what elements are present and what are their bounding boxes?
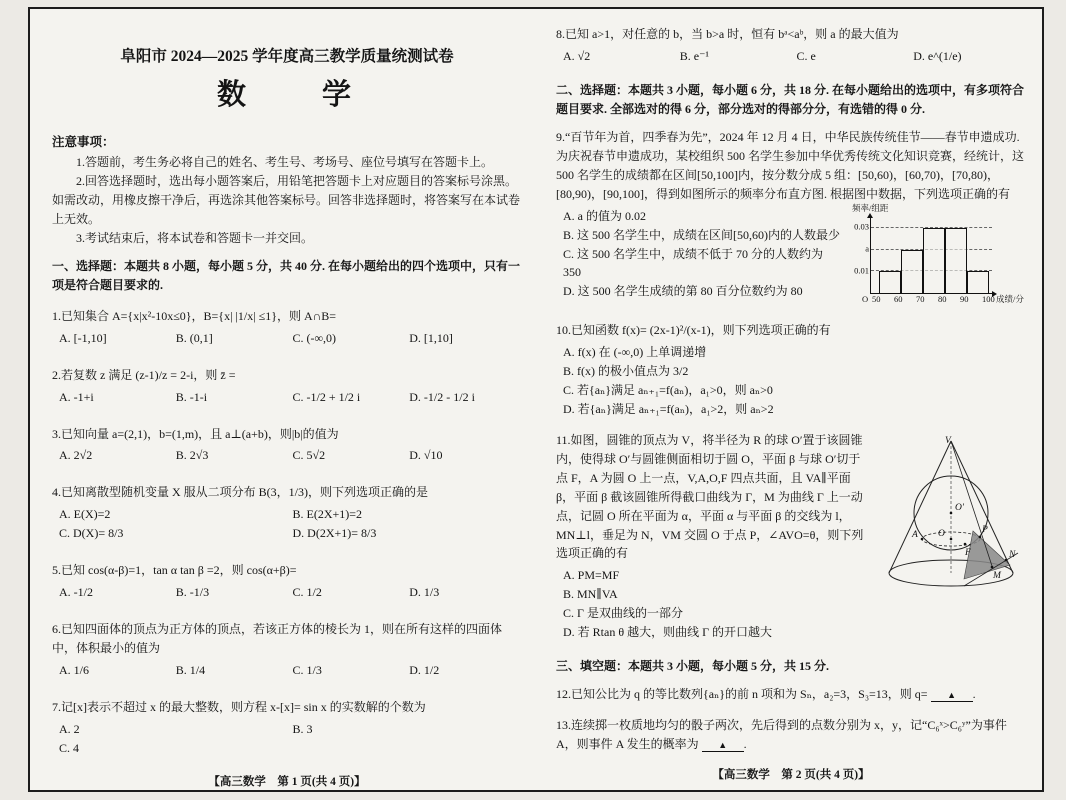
figure-label-N: N bbox=[1009, 549, 1016, 560]
option: B. E(2X+1)=2 bbox=[292, 507, 363, 522]
histogram-bar bbox=[945, 228, 967, 293]
option: D. 这 500 名学生成绩的第 80 百分位数约为 80 bbox=[563, 284, 803, 299]
question-text: 8.已知 a>1，对任意的 b，当 b>a 时，恒有 bᵃ<aᵇ，则 a 的最大值为 bbox=[556, 27, 899, 41]
histogram-x-tick: 50 bbox=[872, 293, 881, 304]
histogram-x-tick: 60 bbox=[894, 293, 903, 304]
histogram-bar bbox=[879, 271, 901, 293]
notice-items bbox=[52, 153, 522, 248]
option: A. -1+i bbox=[59, 389, 94, 404]
figure-label-O: O bbox=[938, 528, 945, 539]
page-1-column bbox=[52, 19, 522, 788]
option: B. -1/3 bbox=[175, 585, 210, 600]
option: B. 2√3 bbox=[175, 448, 209, 463]
option: D. 若{aₙ}满足 aₙ₊₁=f(aₙ)，a₁>2，则 aₙ>2 bbox=[563, 401, 774, 416]
page-2-column bbox=[556, 19, 1026, 784]
histogram-x-tick: 90 bbox=[960, 293, 969, 304]
option: B. 这 500 名学生中，成绩在区间[50,60)内的人数最少 bbox=[563, 227, 840, 242]
question-text: 10.已知函数 f(x)= (2x-1)²/(x-1)，则下列选项正确的有 bbox=[556, 322, 831, 337]
question-text-after-blank: . bbox=[743, 737, 747, 752]
option: C. 5√2 bbox=[292, 448, 326, 463]
question-4 bbox=[52, 483, 522, 543]
histogram-x-tick: 70 bbox=[916, 293, 925, 304]
question-text: 12.已知公比为 q 的等比数列{aₙ}的前 n 项和为 Sₙ，a₂=3，S₃=13，则 q= bbox=[556, 687, 928, 702]
option: D. [1,10] bbox=[409, 330, 453, 345]
histogram-x-tick: 100 bbox=[982, 293, 995, 304]
question-text: 9.“百节年为首，四季春为先”，2024 年 12 月 4 日，中华民族传统佳节——春节申遗成功. 为庆祝春节申遗成功，某校组织 500 名学生参加中华优秀传统文化知识竞赛，经统计，这 500 名学生的成绩都在区间[50,100]内，按分数分成 5 组：[50,60)，[60,70)，[70,80)，[80,90)，[90,100]，得到如图所示的频率分布直方图. 根据图中数据，下列选项正确的有 bbox=[556, 129, 1025, 201]
option: A. 2√2 bbox=[59, 448, 93, 463]
question-text: 7.记[x]表示不超过 x 的最大整数，则方程 x-[x]= sin x 的实数解的个数为 bbox=[52, 700, 426, 715]
option: A. -1/2 bbox=[59, 585, 93, 600]
question-options bbox=[52, 446, 522, 465]
question-9 bbox=[556, 128, 1026, 309]
page-footer-right: 【高三数学 第 2 页(共 4 页)】 bbox=[712, 769, 870, 782]
question-options bbox=[52, 388, 522, 407]
option: D. -1/2 - 1/2 i bbox=[409, 389, 475, 404]
question-text: 13.连续掷一枚质地均匀的骰子两次，先后得到的点数分别为 x，y，记“C₆ˣ>C₆ʸ”为事件 A，则事件 A 发生的概率为 bbox=[556, 718, 1007, 752]
figure-label-V: V bbox=[945, 435, 951, 446]
option: B. 1/4 bbox=[175, 663, 206, 678]
option: C. 若{aₙ}满足 aₙ₊₁=f(aₙ)，a₁>0，则 aₙ>0 bbox=[563, 382, 773, 397]
option: A. [-1,10] bbox=[59, 330, 107, 345]
question-options bbox=[52, 329, 522, 348]
option: A. 1/6 bbox=[59, 663, 89, 678]
question-text: 4.已知离散型随机变量 X 服从二项分布 B(3，1/3)，则下列选项正确的是 bbox=[52, 485, 428, 500]
option: B. f(x) 的极小值点为 3/2 bbox=[563, 363, 689, 378]
question-options bbox=[52, 583, 522, 602]
option: D. D(2X+1)= 8/3 bbox=[292, 526, 377, 541]
question-11 bbox=[556, 431, 1026, 642]
histogram-bar bbox=[901, 250, 923, 293]
exam-sheet bbox=[28, 7, 1044, 792]
question-13 bbox=[556, 716, 1026, 754]
option: A. E(X)=2 bbox=[59, 507, 111, 522]
question-options bbox=[556, 343, 1026, 419]
histogram bbox=[850, 204, 1026, 305]
question-text-after-blank: . bbox=[972, 687, 976, 702]
histogram-bar bbox=[967, 271, 989, 293]
option: B. MN∥VA bbox=[563, 587, 618, 602]
option: C. 1/3 bbox=[292, 663, 322, 678]
question-text: 3.已知向量 a=(2,1)，b=(1,m)，且 a⊥(a+b)，则|b|的值为 bbox=[52, 426, 339, 441]
page-title: 阜阳市 2024—2025 学年度高三教学质量统测试卷 bbox=[120, 48, 454, 65]
figure-label-O-prime: O′ bbox=[955, 502, 964, 513]
question-7 bbox=[52, 698, 522, 758]
option: B. e⁻¹ bbox=[679, 48, 710, 63]
option: B. (0,1] bbox=[175, 330, 213, 345]
section-2-heading: 二、选择题：本题共 3 小题，每小题 6 分，共 18 分. 在每小题给出的选项中，有多项符合题目要求. 全部选对的得 6 分，部分选对的得部分分，有选错的得 0 分. bbox=[556, 82, 1025, 116]
histogram-y-tick: a bbox=[865, 243, 869, 254]
figure-label-F: F bbox=[965, 547, 971, 558]
option: A. √2 bbox=[563, 48, 591, 63]
option: C. 1/2 bbox=[292, 585, 322, 600]
question-options bbox=[52, 505, 522, 543]
question-options bbox=[52, 661, 522, 680]
histogram-bar bbox=[923, 228, 945, 293]
option: C. 4 bbox=[59, 740, 80, 755]
question-text: 6.已知四面体的顶点为正方体的顶点，若该正方体的棱长为 1，则在所有这样的四面体中，体积最小的值为 bbox=[52, 622, 503, 656]
page-footer-left: 【高三数学 第 1 页(共 4 页)】 bbox=[208, 775, 366, 788]
notice-item: 2.回答选择题时，选出每小题答案后，用铅笔把答题卡上对应题目的答案标号涂黑。如需改动，用橡皮擦干净后，再选涂其他答案标号。回答非选择题时，将答案写在本试卷上无效。 bbox=[52, 174, 521, 226]
answer-blank: ▲ bbox=[702, 741, 744, 752]
option: C. Γ 是双曲线的一部分 bbox=[563, 606, 683, 621]
option: B. 3 bbox=[292, 722, 313, 737]
notice-item: 3.考试结束后，将本试卷和答题卡一并交回。 bbox=[76, 230, 314, 245]
notice-item: 1.答题前，考生务必将自己的姓名、考生号、考场号、座位号填写在答题卡上。 bbox=[76, 155, 494, 170]
histogram-x-tick: 80 bbox=[938, 293, 947, 304]
subject-title: 数 学 bbox=[216, 79, 357, 112]
question-text: 5.已知 cos(α-β)=1，tan α tan β =2，则 cos(α+β)= bbox=[52, 563, 297, 578]
question-6 bbox=[52, 620, 522, 680]
histogram-xaxis bbox=[862, 293, 1026, 305]
question-2 bbox=[52, 366, 522, 407]
question-text: 11.如图，圆锥的顶点为 V，将半径为 R 的球 O′置于该圆锥内，使得球 O′与圆锥侧面相切于圆 O，平面 β 与球 O′切于点 F，A 为圆 O 上一点，V,A,O,F 四点共面，且 VA∥平面 β，平面 β 截该圆锥所得截口曲线为 Γ，M 为曲线 Γ 上一动点，记圆 O 所在平面为 α，平面 α 与平面 β 的交线为 l，MN⊥l，垂足为 N，VM 交圆 O 于点 P，∠AVO=θ，则下列选项正确的有 bbox=[556, 432, 864, 561]
notice-block bbox=[52, 131, 522, 248]
figure-label-M: M bbox=[993, 570, 1001, 581]
histogram-y-tick: 0.01 bbox=[854, 265, 869, 276]
option: D. 若 Rtan θ 越大，则曲线 Γ 的开口越大 bbox=[563, 625, 773, 640]
figure-label-A: A bbox=[912, 529, 918, 540]
question-text: 1.已知集合 A={x|x²-10x≤0}，B={x| |1/x| ≤1}，则 A∩B= bbox=[52, 308, 337, 323]
section-1-heading: 一、选择题：本题共 8 小题，每小题 5 分，共 40 分. 在每小题给出的四个选项中，只有一项是符合题目要求的. bbox=[52, 258, 521, 292]
option: C. 这 500 名学生中，成绩不低于 70 分的人数约为 350 bbox=[563, 246, 824, 280]
option: C. -1/2 + 1/2 i bbox=[292, 389, 361, 404]
question-8 bbox=[556, 25, 1026, 66]
cone-figure bbox=[876, 431, 1026, 601]
figure-label-P: P bbox=[982, 524, 988, 535]
option: A. 2 bbox=[59, 722, 80, 737]
option: D. e^(1/e) bbox=[913, 48, 962, 63]
option: C. (-∞,0) bbox=[292, 330, 337, 345]
histogram-y-tick: 0.03 bbox=[854, 222, 869, 233]
question-10 bbox=[556, 321, 1026, 419]
option: D. 1/2 bbox=[409, 663, 440, 678]
question-options bbox=[52, 720, 522, 758]
question-12 bbox=[556, 685, 1026, 704]
option: D. 1/3 bbox=[409, 585, 440, 600]
histogram-y-axis-label: 频率/组距 bbox=[852, 202, 889, 213]
question-1 bbox=[52, 307, 522, 348]
question-text: 2.若复数 z 满足 (z-1)/z = 2-i，则 z̄ = bbox=[52, 367, 236, 382]
option: C. e bbox=[796, 48, 816, 63]
histogram-plot bbox=[854, 217, 992, 294]
option: D. √10 bbox=[409, 448, 443, 463]
histogram-origin-label: O bbox=[862, 293, 869, 304]
cone-figure-svg bbox=[876, 431, 1026, 601]
histogram-x-axis-label: 成绩/分 bbox=[996, 293, 1024, 304]
option: A. f(x) 在 (-∞,0) 上单调递增 bbox=[563, 344, 707, 359]
section-3-heading: 三、填空题：本题共 3 小题，每小题 5 分，共 15 分. bbox=[556, 659, 830, 674]
answer-blank: ▲ bbox=[931, 691, 973, 702]
notice-heading: 注意事项： bbox=[52, 135, 115, 150]
question-options bbox=[556, 47, 1026, 66]
option: B. -1-i bbox=[175, 389, 208, 404]
option: C. D(X)= 8/3 bbox=[59, 526, 124, 541]
option: A. a 的值为 0.02 bbox=[563, 208, 646, 223]
option: A. PM=MF bbox=[563, 568, 620, 583]
question-3 bbox=[52, 425, 522, 466]
question-5 bbox=[52, 561, 522, 602]
